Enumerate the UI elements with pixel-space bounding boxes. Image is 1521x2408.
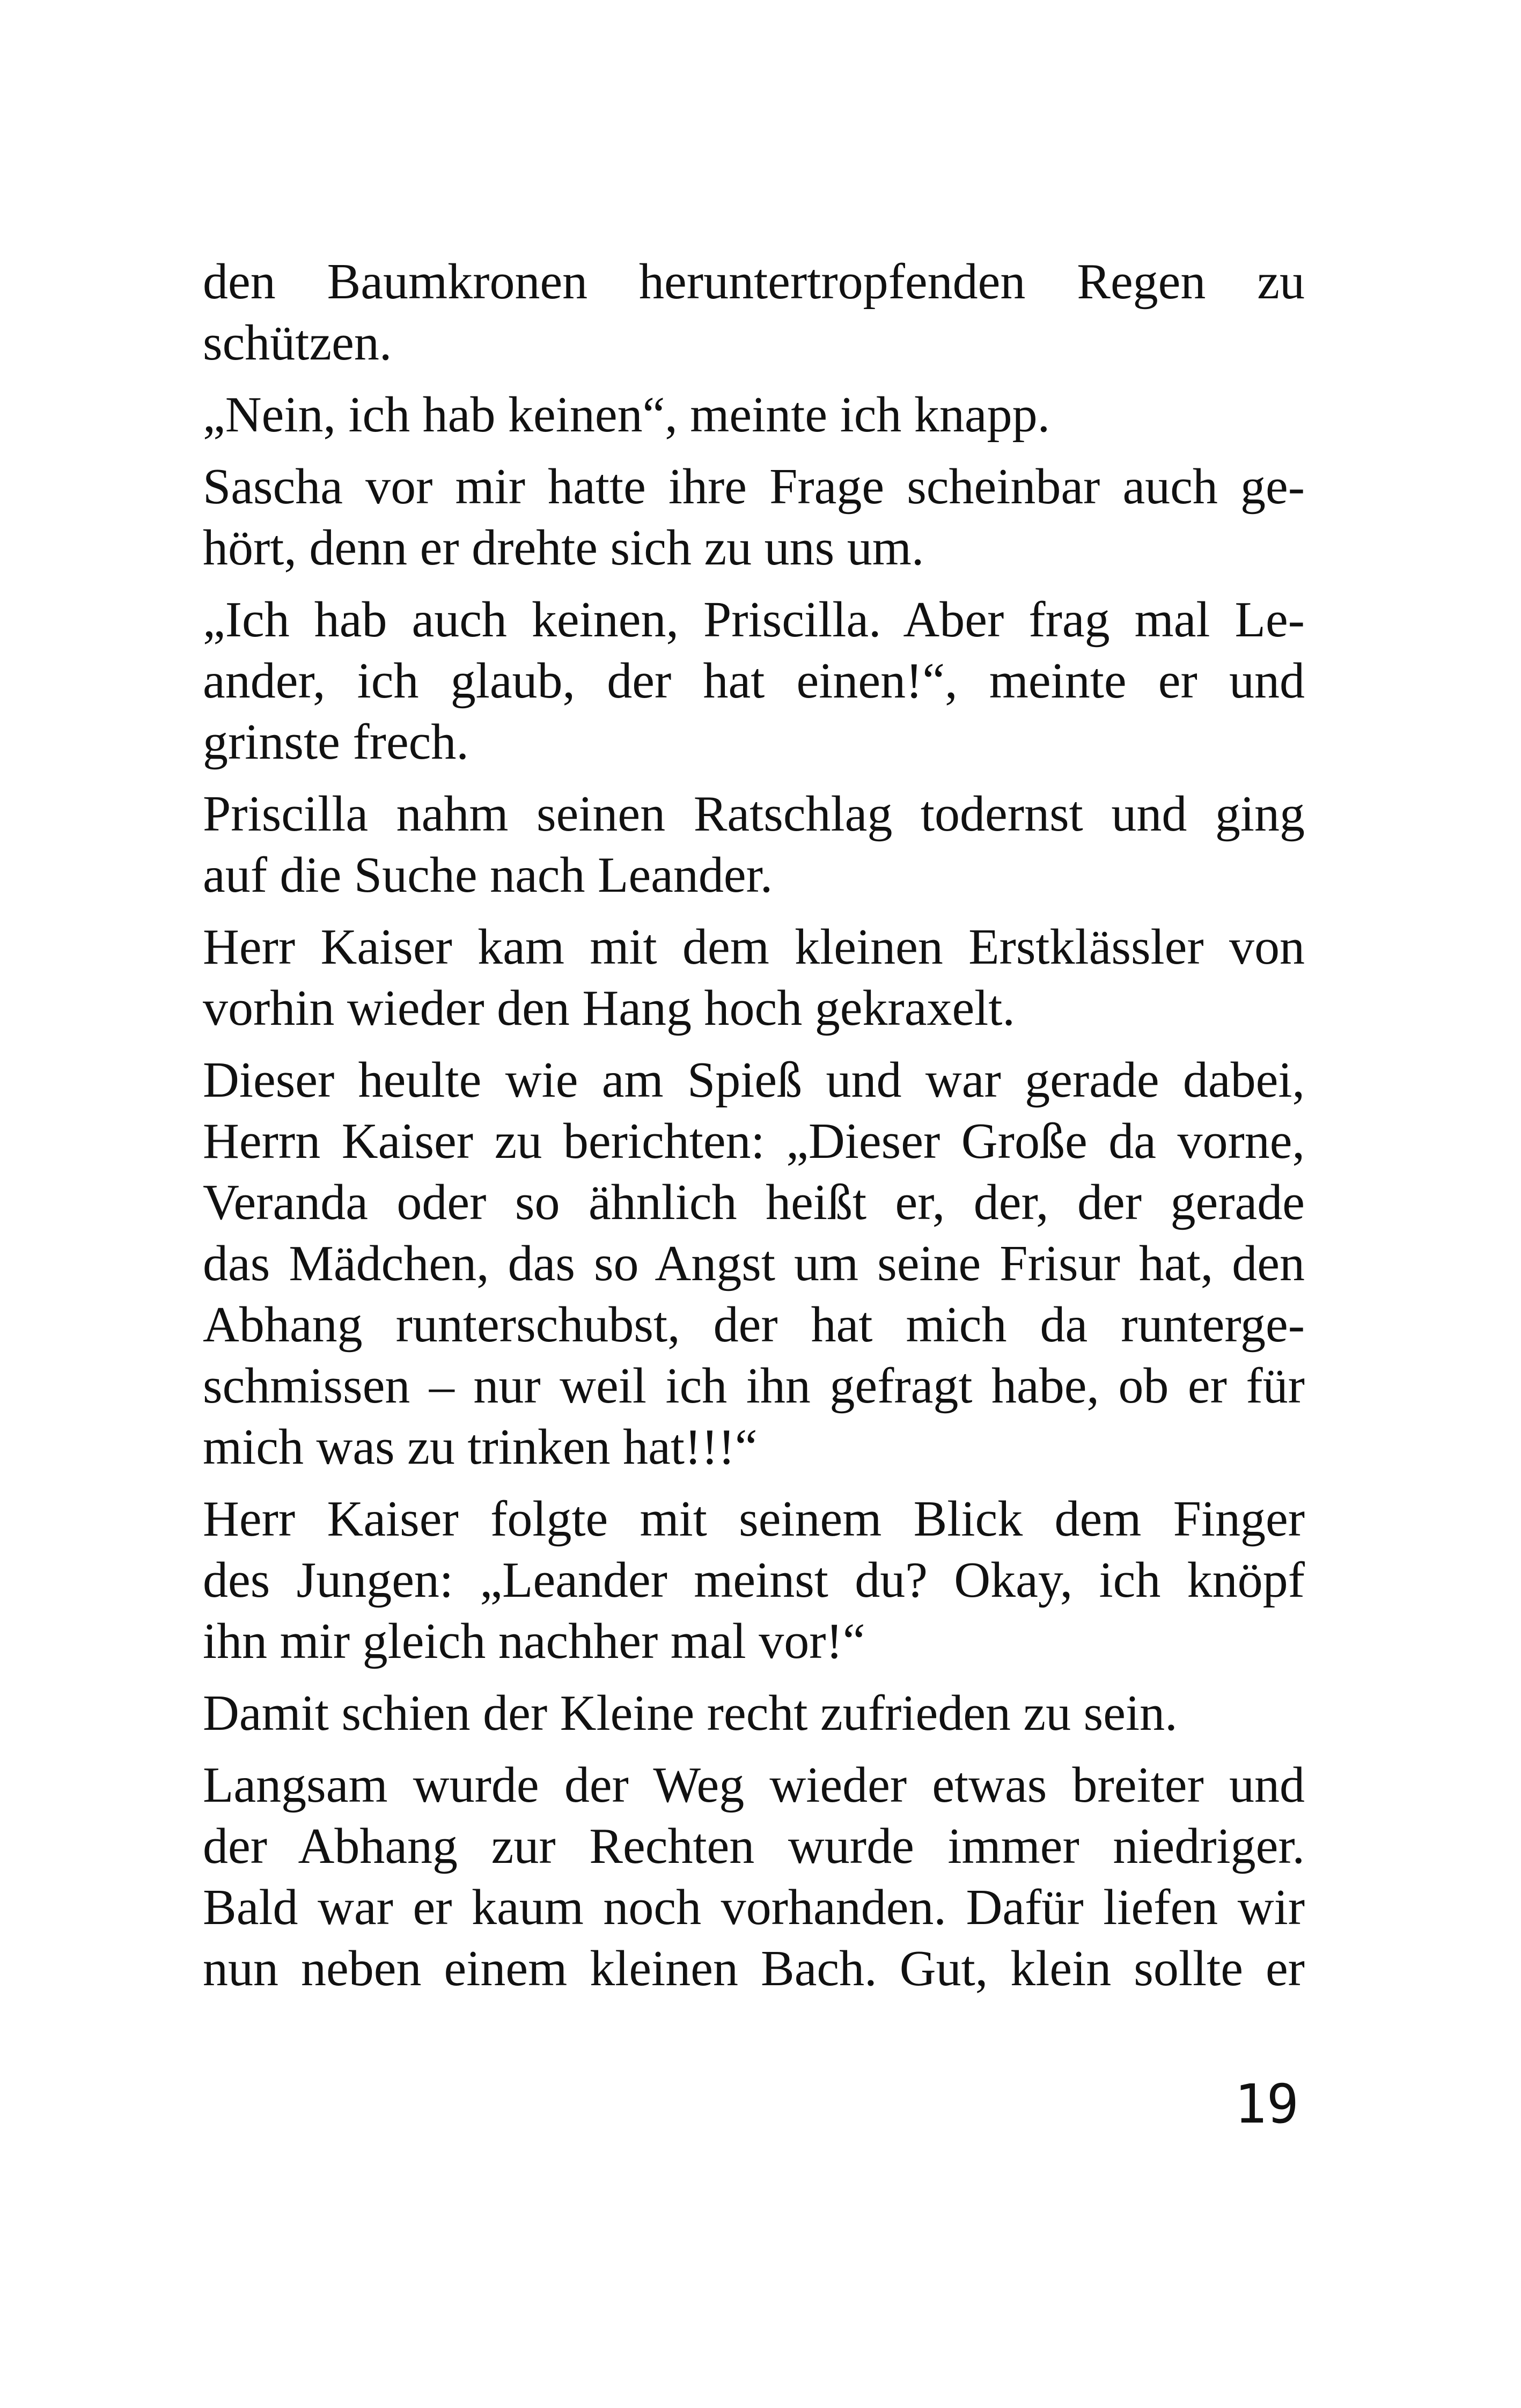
paragraph-2 — [203, 384, 1305, 445]
paragraph-1 — [203, 251, 1305, 373]
text-line: schmissen – nur weil ich ihn gefragt habe, ob er für — [203, 1358, 1305, 1414]
text-line: Herr Kaiser kam mit dem kleinen Erstklässler von — [203, 919, 1305, 975]
text-line: mich was zu trinken hat!!!“ — [203, 1419, 758, 1475]
body-text — [203, 251, 1305, 2010]
paragraph-6 — [203, 916, 1305, 1039]
text-line: „Nein, ich hab keinen“, meinte ich knapp. — [203, 387, 1050, 443]
paragraph-9 — [203, 1683, 1305, 1744]
text-line: vorhin wieder den Hang hoch gekraxelt. — [203, 980, 1015, 1036]
text-line: den Baumkronen heruntertropfenden Regen zu — [203, 254, 1305, 310]
text-line: Abhang runterschubst, der hat mich da runterge- — [203, 1297, 1305, 1353]
text-line: Langsam wurde der Weg wieder etwas breiter und — [203, 1757, 1305, 1813]
text-line: Sascha vor mir hatte ihre Frage scheinbar auch ge- — [203, 459, 1305, 515]
text-line: der Abhang zur Rechten wurde immer niedriger. — [203, 1818, 1305, 1874]
text-line: Priscilla nahm seinen Ratschlag todernst und ging — [203, 786, 1305, 842]
text-line: Veranda oder so ähnlich heißt er, der, der gerade — [203, 1174, 1305, 1230]
page-number: 19 — [1234, 2073, 1299, 2135]
text-line: „Ich hab auch keinen, Priscilla. Aber frag mal Le- — [203, 592, 1305, 648]
text-line: Herrn Kaiser zu berichten: „Dieser Große da vorne, — [203, 1113, 1305, 1169]
text-line: des Jungen: „Leander meinst du? Okay, ich knöpf — [203, 1552, 1305, 1608]
paragraph-3 — [203, 456, 1305, 578]
paragraph-7 — [203, 1049, 1305, 1478]
text-line: das Mädchen, das so Angst um seine Frisur hat, den — [203, 1236, 1305, 1291]
text-line: grinste frech. — [203, 714, 469, 770]
text-line: auf die Suche nach Leander. — [203, 847, 773, 903]
paragraph-8 — [203, 1488, 1305, 1672]
text-line: hört, denn er drehte sich zu uns um. — [203, 520, 924, 576]
text-line: Damit schien der Kleine recht zufrieden zu sein. — [203, 1685, 1178, 1741]
text-line: ihn mir gleich nachher mal vor!“ — [203, 1613, 865, 1669]
text-line: Herr Kaiser folgte mit seinem Blick dem Finger — [203, 1491, 1305, 1547]
text-line: Bald war er kaum noch vorhanden. Dafür liefen wir — [203, 1880, 1305, 1935]
paragraph-4 — [203, 589, 1305, 773]
paragraph-5 — [203, 783, 1305, 906]
text-line: schützen. — [203, 315, 392, 371]
text-line: nun neben einem kleinen Bach. Gut, klein sollte er — [203, 1941, 1305, 1996]
text-line: Dieser heulte wie am Spieß und war gerade dabei, — [203, 1052, 1305, 1108]
text-line: ander, ich glaub, der hat einen!“, meinte er und — [203, 653, 1305, 709]
paragraph-10 — [203, 1754, 1305, 1999]
